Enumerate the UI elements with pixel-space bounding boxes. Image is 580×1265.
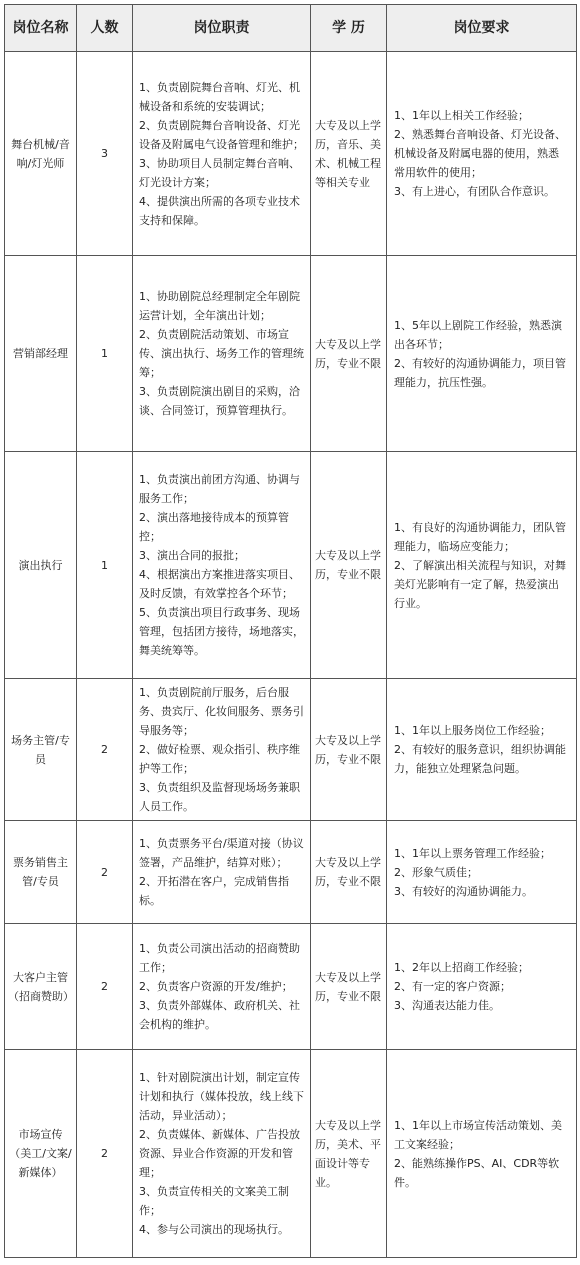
requirements-cell [387, 52, 577, 256]
requirement-item: 2、熟悉舞台音响设备、灯光设备、机械设备及附属电器的使用，熟悉常用软件的使用； [394, 128, 566, 179]
duties-cell [133, 452, 311, 679]
duty-item: 2、负责剧院舞台音响设备、灯光设备及附属电气设备管理和维护； [139, 118, 304, 151]
position-title: 舞台机械/音响/灯光师 [5, 52, 77, 256]
requirement-item: 2、能熟练操作PS、AI、CDR等软件。 [394, 1156, 560, 1189]
position-title: 票务销售主管/专员 [5, 821, 77, 924]
duties-cell [133, 924, 311, 1050]
header-education: 学 历 [311, 5, 387, 52]
headcount: 2 [77, 1050, 133, 1258]
duties-cell [133, 1050, 311, 1258]
duty-item: 3、负责外部媒体、政府机关、社会机构的维护。 [139, 999, 300, 1031]
requirement-item: 3、有上进心，有团队合作意识。 [394, 185, 555, 198]
header-title: 岗位名称 [5, 5, 77, 52]
headcount: 3 [77, 52, 133, 256]
requirements-cell [387, 924, 577, 1050]
table-row [5, 924, 577, 1050]
headcount: 1 [77, 452, 133, 679]
requirement-item: 1、1年以上服务岗位工作经验； [394, 724, 551, 737]
requirements-cell [387, 1050, 577, 1258]
header-requirements: 岗位要求 [387, 5, 577, 52]
table-row [5, 679, 577, 821]
headcount: 1 [77, 256, 133, 452]
table-row [5, 1050, 577, 1258]
position-title: 市场宣传（美工/文案/新媒体） [5, 1050, 77, 1258]
position-title: 大客户主管（招商赞助） [5, 924, 77, 1050]
duty-item: 1、针对剧院演出计划，制定宣传计划和执行（媒体投放，线上线下活动，异业活动）； [139, 1071, 304, 1122]
requirement-item: 3、沟通表达能力佳。 [394, 999, 500, 1012]
requirement-item: 1、1年以上市场宣传活动策划、美工文案经验； [394, 1118, 562, 1151]
duties-cell [133, 256, 311, 452]
duty-item: 4、根据演出方案推进落实项目、及时反馈，有效掌控各个环节； [139, 568, 300, 600]
duty-item: 3、演出合同的报批； [139, 549, 245, 562]
duty-item: 5、负责演出项目行政事务、现场管理，包括团方接待，场地落实，舞美统筹等。 [139, 606, 304, 657]
duties-cell [133, 679, 311, 821]
requirement-item: 1、1年以上相关工作经验； [394, 109, 529, 122]
headcount: 2 [77, 821, 133, 924]
duty-item: 2、演出落地接待成本的预算管控； [139, 511, 289, 543]
duty-item: 2、做好检票、观众指引、秩序维护等工作； [139, 743, 300, 775]
table-row [5, 821, 577, 924]
duty-item: 1、负责演出前团方沟通、协调与服务工作； [139, 473, 300, 505]
requirement-item: 1、2年以上招商工作经验； [394, 961, 529, 974]
duties-cell [133, 52, 311, 256]
requirement-item: 2、有较好的服务意识，组织协调能力，能独立处理紧急问题。 [394, 743, 566, 775]
duty-item: 1、负责公司演出活动的招商赞助工作； [139, 942, 300, 974]
requirements-cell [387, 821, 577, 924]
duty-item: 3、负责组织及监督现场场务兼职人员工作。 [139, 781, 300, 813]
duty-item: 2、负责媒体、新媒体、广告投放资源、异业合作资源的开发和管理； [139, 1128, 300, 1179]
position-title: 营销部经理 [5, 256, 77, 452]
headcount: 2 [77, 679, 133, 821]
duty-item: 2、负责剧院活动策划、市场宣传、演出执行、场务工作的管理统筹； [139, 328, 304, 379]
requirement-item: 2、有一定的客户资源； [394, 980, 511, 993]
education-cell: 大专及以上学历，专业不限 [311, 452, 387, 679]
duty-item: 1、负责剧院舞台音响、灯光、机械设备和系统的安装调试； [139, 80, 300, 113]
education-cell: 大专及以上学历，专业不限 [311, 821, 387, 924]
duty-item: 1、协助剧院总经理制定全年剧院运营计划，全年演出计划； [139, 290, 300, 322]
education-cell: 大专及以上学历，专业不限 [311, 924, 387, 1050]
duty-item: 2、开拓潜在客户，完成销售指标。 [139, 875, 289, 907]
duty-item: 4、参与公司演出的现场执行。 [139, 1223, 289, 1236]
requirement-item: 2、有较好的沟通协调能力，项目管理能力，抗压性强。 [394, 356, 566, 389]
header-count: 人数 [77, 5, 133, 52]
table-row [5, 452, 577, 679]
table-row [5, 256, 577, 452]
table-header-row [5, 5, 577, 52]
position-title: 演出执行 [5, 452, 77, 679]
duty-item: 1、负责剧院前厅服务，后台服务、贵宾厅、化妆间服务、票务引导服务等； [139, 686, 304, 737]
job-positions-table [4, 4, 577, 1258]
table-row [5, 52, 577, 256]
duty-item: 3、负责剧院演出剧目的采购，洽谈、合同签订，预算管理执行。 [139, 385, 300, 417]
duty-item: 1、负责票务平台/渠道对接（协议签署，产品维护，结算对账）； [139, 837, 304, 869]
position-title: 场务主管/专员 [5, 679, 77, 821]
education-cell: 大专及以上学历，音乐、美术、机械工程等相关专业 [311, 52, 387, 256]
duty-item: 4、提供演出所需的各项专业技术支持和保障。 [139, 194, 300, 227]
requirement-item: 1、5年以上剧院工作经验，熟悉演出各环节； [394, 318, 562, 351]
education-cell: 大专及以上学历，美术、平面设计等专业。 [311, 1050, 387, 1258]
requirement-item: 2、了解演出相关流程与知识，对舞美灯光影响有一定了解，热爱演出行业。 [394, 558, 566, 610]
requirements-cell [387, 452, 577, 679]
duty-item: 2、负责客户资源的开发/维护； [139, 980, 293, 993]
duties-cell [133, 821, 311, 924]
requirement-item: 3、有较好的沟通协调能力。 [394, 884, 533, 898]
duty-item: 3、协助项目人员制定舞台音响、灯光设计方案； [139, 156, 300, 189]
requirement-item: 1、有良好的沟通协调能力，团队管理能力，临场应变能力； [394, 520, 566, 553]
requirement-item: 2、形象气质佳； [394, 865, 478, 879]
header-duties: 岗位职责 [133, 5, 311, 52]
education-cell: 大专及以上学历，专业不限 [311, 256, 387, 452]
headcount: 2 [77, 924, 133, 1050]
requirement-item: 1、1年以上票务管理工作经验； [394, 846, 551, 860]
duty-item: 3、负责宣传相关的文案美工制作； [139, 1185, 289, 1217]
education-cell: 大专及以上学历，专业不限 [311, 679, 387, 821]
requirements-cell [387, 256, 577, 452]
requirements-cell [387, 679, 577, 821]
